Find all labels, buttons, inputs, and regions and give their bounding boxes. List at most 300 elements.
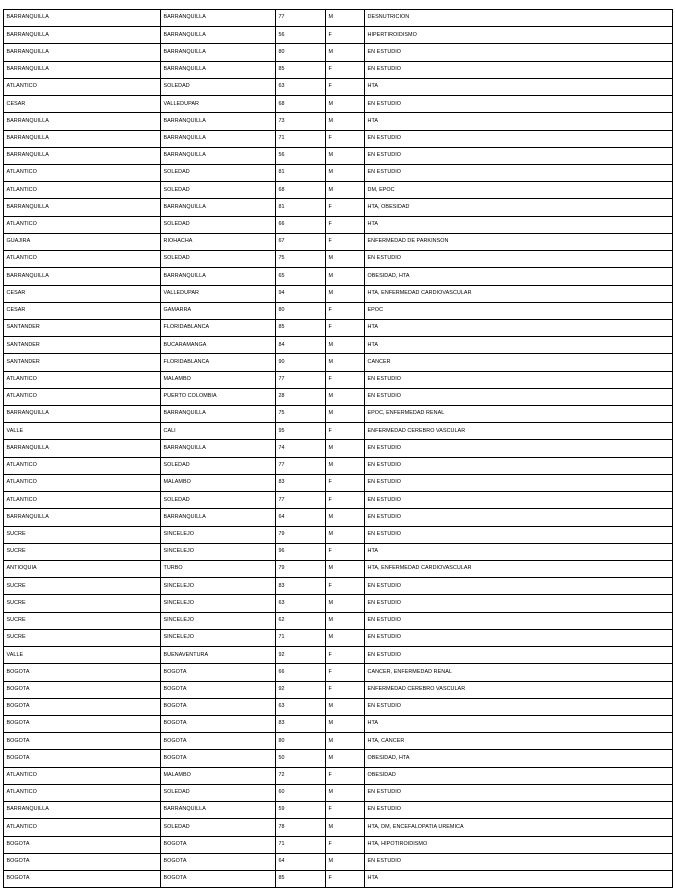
table-cell-diagnosis: HTA <box>365 337 673 354</box>
table-cell-diagnosis: EN ESTUDIO <box>365 698 673 715</box>
table-cell-city: SINCELEJO <box>161 578 276 595</box>
table-cell-city: SOLEDAD <box>161 251 276 268</box>
table-row <box>4 698 673 715</box>
table-row <box>4 733 673 750</box>
table-cell-age: 63 <box>276 698 326 715</box>
table-cell-sex: M <box>326 819 365 836</box>
table-cell-diagnosis: HTA <box>365 715 673 732</box>
table-cell-sex: F <box>326 216 365 233</box>
table-cell-department: SUCRE <box>4 612 161 629</box>
table-cell-diagnosis: OBESIDAD, HTA <box>365 268 673 285</box>
table-cell-age: 75 <box>276 251 326 268</box>
table-cell-diagnosis: HTA <box>365 216 673 233</box>
table-row <box>4 492 673 509</box>
table-row <box>4 164 673 181</box>
table-cell-age: 81 <box>276 164 326 181</box>
table-cell-age: 85 <box>276 870 326 887</box>
table-cell-age: 56 <box>276 147 326 164</box>
table-row <box>4 319 673 336</box>
table-cell-diagnosis: EN ESTUDIO <box>365 784 673 801</box>
table-cell-department: BARRANQUILLA <box>4 268 161 285</box>
table-cell-age: 56 <box>276 27 326 44</box>
table-cell-sex: M <box>326 147 365 164</box>
table-cell-department: SANTANDER <box>4 337 161 354</box>
table-cell-department: BARRANQUILLA <box>4 44 161 61</box>
table-cell-department: BARRANQUILLA <box>4 61 161 78</box>
table-cell-diagnosis: EN ESTUDIO <box>365 492 673 509</box>
table-cell-city: SOLEDAD <box>161 182 276 199</box>
table-cell-diagnosis: OBESIDAD <box>365 767 673 784</box>
table-cell-department: BOGOTA <box>4 715 161 732</box>
table-cell-city: VALLEDUPAR <box>161 285 276 302</box>
table-cell-city: BARRANQUILLA <box>161 147 276 164</box>
table-row <box>4 819 673 836</box>
table-cell-city: BARRANQUILLA <box>161 440 276 457</box>
table-cell-department: SANTANDER <box>4 354 161 371</box>
table-cell-city: SINCELEJO <box>161 526 276 543</box>
table-cell-city: BARRANQUILLA <box>161 199 276 216</box>
table-row <box>4 474 673 491</box>
table-cell-sex: M <box>326 440 365 457</box>
table-cell-age: 84 <box>276 337 326 354</box>
table-cell-diagnosis: EPOC <box>365 302 673 319</box>
table-row <box>4 543 673 560</box>
table-row <box>4 406 673 423</box>
table-cell-age: 71 <box>276 836 326 853</box>
table-cell-sex: F <box>326 767 365 784</box>
table-row <box>4 767 673 784</box>
table-cell-city: GAMARRA <box>161 302 276 319</box>
table-cell-city: BOGOTA <box>161 715 276 732</box>
table-cell-city: BOGOTA <box>161 664 276 681</box>
table-cell-city: SOLEDAD <box>161 78 276 95</box>
table-cell-diagnosis: EN ESTUDIO <box>365 647 673 664</box>
table-cell-department: ATLANTICO <box>4 784 161 801</box>
table-cell-age: 92 <box>276 647 326 664</box>
table-cell-diagnosis: EN ESTUDIO <box>365 440 673 457</box>
table-cell-city: BOGOTA <box>161 853 276 870</box>
table-cell-age: 83 <box>276 578 326 595</box>
table-cell-sex: M <box>326 406 365 423</box>
table-cell-department: BOGOTA <box>4 733 161 750</box>
table-cell-diagnosis: EN ESTUDIO <box>365 802 673 819</box>
table-cell-department: BOGOTA <box>4 853 161 870</box>
table-cell-diagnosis: EN ESTUDIO <box>365 612 673 629</box>
table-row <box>4 423 673 440</box>
table-cell-age: 92 <box>276 681 326 698</box>
table-cell-city: BARRANQUILLA <box>161 130 276 147</box>
table-cell-age: 81 <box>276 199 326 216</box>
table-cell-sex: F <box>326 681 365 698</box>
table-row <box>4 147 673 164</box>
table-row <box>4 388 673 405</box>
table-cell-sex: M <box>326 44 365 61</box>
table-cell-age: 96 <box>276 543 326 560</box>
table-cell-age: 50 <box>276 750 326 767</box>
table-row <box>4 96 673 113</box>
table-row <box>4 371 673 388</box>
table-cell-sex: M <box>326 457 365 474</box>
table-cell-city: CALI <box>161 423 276 440</box>
table-row <box>4 750 673 767</box>
table-cell-age: 80 <box>276 44 326 61</box>
table-cell-city: BARRANQUILLA <box>161 268 276 285</box>
table-cell-age: 80 <box>276 302 326 319</box>
table-cell-department: BARRANQUILLA <box>4 440 161 457</box>
table-row <box>4 251 673 268</box>
table-cell-department: BARRANQUILLA <box>4 802 161 819</box>
table-cell-sex: F <box>326 78 365 95</box>
table-row <box>4 578 673 595</box>
patient-table-container <box>3 9 672 888</box>
table-cell-age: 64 <box>276 853 326 870</box>
table-cell-age: 66 <box>276 664 326 681</box>
table-cell-diagnosis: DM, EPOC <box>365 182 673 199</box>
table-row <box>4 113 673 130</box>
table-cell-city: BARRANQUILLA <box>161 44 276 61</box>
patient-table <box>3 9 673 888</box>
table-cell-sex: F <box>326 836 365 853</box>
table-cell-diagnosis: HTA, ENFERMEDAD CARDIOVASCULAR <box>365 285 673 302</box>
table-cell-diagnosis: EN ESTUDIO <box>365 130 673 147</box>
table-cell-department: BARRANQUILLA <box>4 113 161 130</box>
table-cell-diagnosis: EN ESTUDIO <box>365 388 673 405</box>
table-cell-diagnosis: DESNUTRICION <box>365 10 673 27</box>
table-cell-age: 83 <box>276 715 326 732</box>
table-cell-sex: M <box>326 853 365 870</box>
patient-table-body <box>4 10 673 888</box>
table-cell-department: GUAJIRA <box>4 233 161 250</box>
table-cell-diagnosis: EN ESTUDIO <box>365 853 673 870</box>
table-cell-age: 71 <box>276 629 326 646</box>
table-cell-diagnosis: ENFERMEDAD CEREBRO VASCULAR <box>365 681 673 698</box>
table-row <box>4 784 673 801</box>
table-cell-sex: M <box>326 526 365 543</box>
table-row <box>4 285 673 302</box>
table-cell-sex: F <box>326 61 365 78</box>
table-cell-diagnosis: EN ESTUDIO <box>365 96 673 113</box>
table-row <box>4 440 673 457</box>
table-cell-sex: F <box>326 802 365 819</box>
table-cell-age: 67 <box>276 233 326 250</box>
table-cell-city: BOGOTA <box>161 750 276 767</box>
table-row <box>4 561 673 578</box>
table-cell-diagnosis: ENFERMEDAD CEREBRO VASCULAR <box>365 423 673 440</box>
table-cell-age: 78 <box>276 819 326 836</box>
table-cell-diagnosis: EN ESTUDIO <box>365 457 673 474</box>
table-cell-department: CESAR <box>4 96 161 113</box>
table-cell-diagnosis: EN ESTUDIO <box>365 371 673 388</box>
table-row <box>4 715 673 732</box>
table-cell-age: 85 <box>276 319 326 336</box>
table-row <box>4 870 673 887</box>
table-cell-city: SOLEDAD <box>161 492 276 509</box>
table-row <box>4 302 673 319</box>
table-cell-age: 71 <box>276 130 326 147</box>
table-cell-sex: M <box>326 733 365 750</box>
table-cell-department: ANTIOQUIA <box>4 561 161 578</box>
table-cell-diagnosis: CANCER, ENFERMEDAD RENAL <box>365 664 673 681</box>
table-cell-department: ATLANTICO <box>4 457 161 474</box>
table-cell-city: MALAMBO <box>161 474 276 491</box>
table-cell-age: 77 <box>276 371 326 388</box>
table-cell-sex: M <box>326 251 365 268</box>
table-row <box>4 216 673 233</box>
table-cell-age: 65 <box>276 268 326 285</box>
table-cell-diagnosis: OBESIDAD, HTA <box>365 750 673 767</box>
table-cell-diagnosis: HTA, OBESIDAD <box>365 199 673 216</box>
table-row <box>4 612 673 629</box>
table-row <box>4 836 673 853</box>
table-cell-sex: M <box>326 612 365 629</box>
table-cell-city: BOGOTA <box>161 698 276 715</box>
table-cell-age: 79 <box>276 561 326 578</box>
table-cell-department: ATLANTICO <box>4 216 161 233</box>
table-cell-department: SANTANDER <box>4 319 161 336</box>
table-cell-city: BOGOTA <box>161 870 276 887</box>
table-cell-diagnosis: ENFERMEDAD DE PARKINSON <box>365 233 673 250</box>
table-cell-sex: F <box>326 199 365 216</box>
table-cell-city: SOLEDAD <box>161 819 276 836</box>
table-cell-department: ATLANTICO <box>4 388 161 405</box>
table-cell-department: BOGOTA <box>4 750 161 767</box>
table-cell-city: BUENAVENTURA <box>161 647 276 664</box>
table-cell-age: 63 <box>276 78 326 95</box>
table-cell-sex: F <box>326 474 365 491</box>
table-cell-city: MALAMBO <box>161 371 276 388</box>
table-cell-department: ATLANTICO <box>4 371 161 388</box>
table-cell-city: FLORIDABLANCA <box>161 354 276 371</box>
table-row <box>4 853 673 870</box>
table-cell-sex: M <box>326 285 365 302</box>
table-cell-diagnosis: CANCER <box>365 354 673 371</box>
table-cell-sex: F <box>326 543 365 560</box>
table-cell-age: 28 <box>276 388 326 405</box>
table-cell-department: ATLANTICO <box>4 819 161 836</box>
table-cell-department: BOGOTA <box>4 698 161 715</box>
table-cell-city: BUCARAMANGA <box>161 337 276 354</box>
table-cell-department: SUCRE <box>4 595 161 612</box>
table-cell-city: SOLEDAD <box>161 784 276 801</box>
table-cell-diagnosis: HTA <box>365 319 673 336</box>
table-cell-department: BARRANQUILLA <box>4 199 161 216</box>
table-row <box>4 10 673 27</box>
table-cell-diagnosis: EN ESTUDIO <box>365 44 673 61</box>
table-cell-sex: M <box>326 698 365 715</box>
table-cell-department: SUCRE <box>4 526 161 543</box>
table-cell-city: SOLEDAD <box>161 164 276 181</box>
table-cell-city: SINCELEJO <box>161 543 276 560</box>
table-row <box>4 802 673 819</box>
table-row <box>4 457 673 474</box>
table-cell-department: SUCRE <box>4 578 161 595</box>
table-cell-sex: M <box>326 354 365 371</box>
table-cell-city: BARRANQUILLA <box>161 802 276 819</box>
table-cell-department: BARRANQUILLA <box>4 509 161 526</box>
table-cell-age: 94 <box>276 285 326 302</box>
table-cell-city: BOGOTA <box>161 733 276 750</box>
table-cell-age: 83 <box>276 474 326 491</box>
table-row <box>4 664 673 681</box>
table-cell-age: 59 <box>276 802 326 819</box>
table-cell-city: BARRANQUILLA <box>161 27 276 44</box>
table-cell-department: ATLANTICO <box>4 164 161 181</box>
table-cell-sex: F <box>326 647 365 664</box>
table-cell-diagnosis: EN ESTUDIO <box>365 629 673 646</box>
table-cell-city: SINCELEJO <box>161 612 276 629</box>
table-cell-diagnosis: HTA <box>365 113 673 130</box>
table-row <box>4 61 673 78</box>
table-row <box>4 647 673 664</box>
table-cell-city: SINCELEJO <box>161 595 276 612</box>
table-cell-department: ATLANTICO <box>4 767 161 784</box>
table-cell-sex: M <box>326 388 365 405</box>
table-cell-age: 77 <box>276 10 326 27</box>
table-row <box>4 78 673 95</box>
table-cell-age: 68 <box>276 96 326 113</box>
table-cell-diagnosis: HTA, DM, ENCEFALOPATIA UREMICA <box>365 819 673 836</box>
table-row <box>4 509 673 526</box>
table-row <box>4 233 673 250</box>
table-cell-department: BOGOTA <box>4 836 161 853</box>
table-cell-diagnosis: HTA, CANCER <box>365 733 673 750</box>
table-cell-city: BARRANQUILLA <box>161 61 276 78</box>
table-cell-city: RIOHACHA <box>161 233 276 250</box>
table-cell-city: TURBO <box>161 561 276 578</box>
table-cell-diagnosis: HTA, HIPOTIROIDISMO <box>365 836 673 853</box>
table-cell-age: 80 <box>276 733 326 750</box>
table-cell-city: PUERTO COLOMBIA <box>161 388 276 405</box>
table-cell-city: MALAMBO <box>161 767 276 784</box>
table-cell-department: BARRANQUILLA <box>4 130 161 147</box>
table-cell-age: 74 <box>276 440 326 457</box>
table-cell-sex: F <box>326 27 365 44</box>
table-cell-sex: M <box>326 164 365 181</box>
table-cell-department: BARRANQUILLA <box>4 10 161 27</box>
table-cell-diagnosis: EPOC, ENFERMEDAD RENAL <box>365 406 673 423</box>
table-cell-department: SUCRE <box>4 543 161 560</box>
table-row <box>4 199 673 216</box>
table-row <box>4 354 673 371</box>
table-cell-age: 77 <box>276 492 326 509</box>
table-cell-sex: M <box>326 595 365 612</box>
table-cell-sex: F <box>326 371 365 388</box>
table-cell-city: BOGOTA <box>161 681 276 698</box>
table-cell-department: CESAR <box>4 285 161 302</box>
table-cell-diagnosis: EN ESTUDIO <box>365 61 673 78</box>
table-cell-sex: M <box>326 715 365 732</box>
table-cell-diagnosis: EN ESTUDIO <box>365 164 673 181</box>
table-row <box>4 681 673 698</box>
table-cell-city: SOLEDAD <box>161 216 276 233</box>
table-cell-age: 72 <box>276 767 326 784</box>
table-cell-age: 68 <box>276 182 326 199</box>
table-cell-diagnosis: EN ESTUDIO <box>365 578 673 595</box>
table-cell-city: SOLEDAD <box>161 457 276 474</box>
table-cell-department: BARRANQUILLA <box>4 147 161 164</box>
table-cell-sex: M <box>326 268 365 285</box>
table-cell-sex: M <box>326 113 365 130</box>
table-cell-diagnosis: HTA <box>365 78 673 95</box>
table-row <box>4 182 673 199</box>
table-cell-city: FLORIDABLANCA <box>161 319 276 336</box>
table-cell-sex: M <box>326 96 365 113</box>
table-cell-diagnosis: HTA <box>365 870 673 887</box>
table-cell-sex: F <box>326 319 365 336</box>
table-cell-age: 62 <box>276 612 326 629</box>
table-cell-sex: F <box>326 130 365 147</box>
table-cell-sex: M <box>326 10 365 27</box>
table-cell-sex: M <box>326 182 365 199</box>
table-row <box>4 337 673 354</box>
table-cell-sex: M <box>326 561 365 578</box>
table-cell-age: 75 <box>276 406 326 423</box>
table-cell-diagnosis: EN ESTUDIO <box>365 509 673 526</box>
table-cell-sex: F <box>326 664 365 681</box>
table-cell-age: 90 <box>276 354 326 371</box>
table-cell-department: SUCRE <box>4 629 161 646</box>
table-cell-department: BOGOTA <box>4 664 161 681</box>
table-cell-diagnosis: EN ESTUDIO <box>365 595 673 612</box>
table-cell-diagnosis: EN ESTUDIO <box>365 147 673 164</box>
table-cell-diagnosis: HIPERTIROIDISMO <box>365 27 673 44</box>
table-cell-age: 77 <box>276 457 326 474</box>
table-cell-city: VALLEDUPAR <box>161 96 276 113</box>
table-cell-sex: M <box>326 509 365 526</box>
table-row <box>4 27 673 44</box>
table-cell-department: ATLANTICO <box>4 78 161 95</box>
table-cell-city: BARRANQUILLA <box>161 509 276 526</box>
table-cell-department: ATLANTICO <box>4 492 161 509</box>
table-cell-city: SINCELEJO <box>161 629 276 646</box>
table-row <box>4 130 673 147</box>
table-cell-age: 79 <box>276 526 326 543</box>
table-cell-age: 95 <box>276 423 326 440</box>
table-cell-age: 60 <box>276 784 326 801</box>
table-cell-age: 64 <box>276 509 326 526</box>
table-cell-diagnosis: EN ESTUDIO <box>365 251 673 268</box>
table-cell-sex: F <box>326 492 365 509</box>
table-cell-sex: M <box>326 784 365 801</box>
table-cell-diagnosis: EN ESTUDIO <box>365 474 673 491</box>
table-cell-age: 66 <box>276 216 326 233</box>
table-row <box>4 629 673 646</box>
table-cell-department: ATLANTICO <box>4 474 161 491</box>
table-cell-sex: F <box>326 233 365 250</box>
table-cell-sex: M <box>326 750 365 767</box>
table-cell-age: 73 <box>276 113 326 130</box>
table-cell-department: BOGOTA <box>4 870 161 887</box>
table-cell-city: BARRANQUILLA <box>161 406 276 423</box>
table-cell-department: ATLANTICO <box>4 182 161 199</box>
table-cell-department: VALLE <box>4 647 161 664</box>
table-cell-department: BARRANQUILLA <box>4 27 161 44</box>
table-cell-department: ATLANTICO <box>4 251 161 268</box>
table-cell-diagnosis: HTA <box>365 543 673 560</box>
table-cell-department: BARRANQUILLA <box>4 406 161 423</box>
table-cell-sex: F <box>326 578 365 595</box>
table-cell-diagnosis: EN ESTUDIO <box>365 526 673 543</box>
table-cell-city: BOGOTA <box>161 836 276 853</box>
table-row <box>4 595 673 612</box>
table-cell-city: BARRANQUILLA <box>161 113 276 130</box>
table-cell-age: 85 <box>276 61 326 78</box>
table-cell-department: VALLE <box>4 423 161 440</box>
table-cell-sex: F <box>326 423 365 440</box>
table-row <box>4 526 673 543</box>
table-row <box>4 268 673 285</box>
table-cell-diagnosis: HTA, ENFERMEDAD CARDIOVASCULAR <box>365 561 673 578</box>
